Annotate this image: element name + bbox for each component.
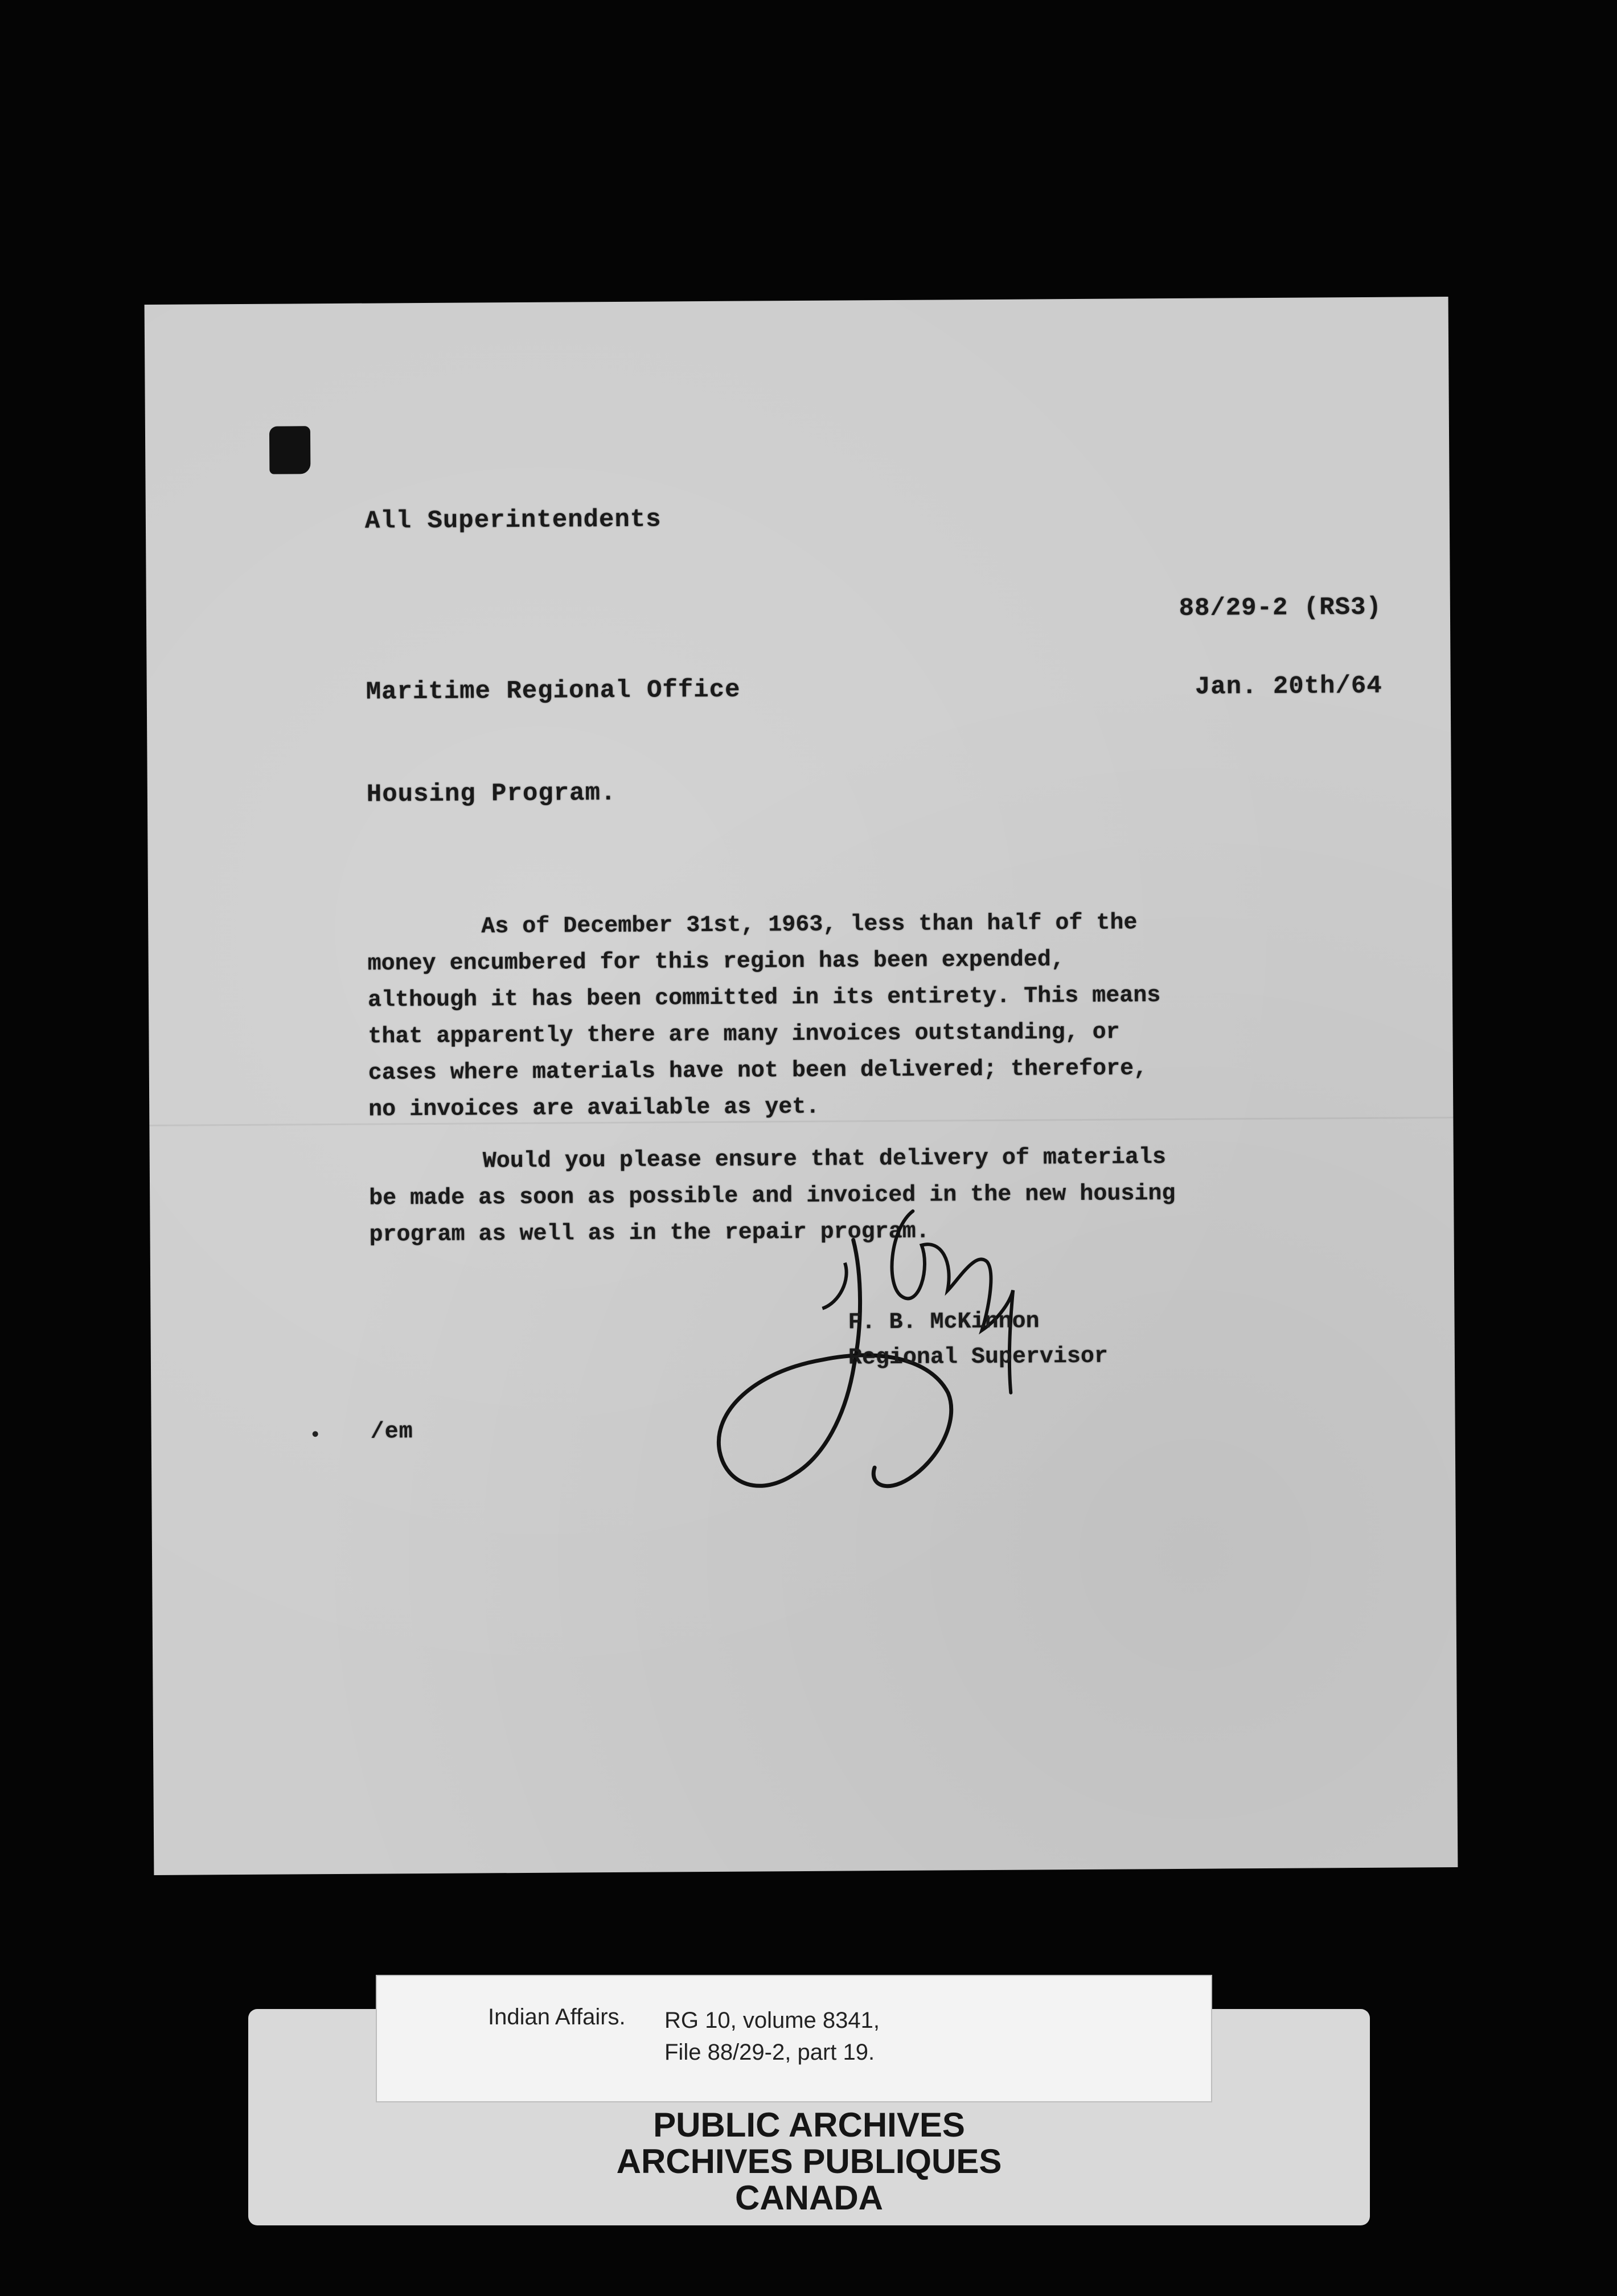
signer-name: F. B. McKinnon [848,1309,1040,1336]
memo-paragraph: As of December 31st, 1963, less than half of the money encumbered for this region has been expended, although it has been committed in its entirety. This means that apparently there are many invoices outstanding, or cases where materials have not been delivered; therefore, no invoices are available as yet. [367,910,1161,1123]
punch-hole [269,426,311,474]
memo-subject: Housing Program. [366,778,617,809]
ink-dot [313,1431,318,1437]
archive-agency: Indian Affairs. [488,2004,626,2030]
memo-file-number: 88/29-2 (RS3) [1179,593,1382,623]
archive-title [248,2107,1370,2216]
archive-title-en: PUBLIC ARCHIVES [653,2106,965,2144]
archive-ref-line: RG 10, volume 8341, [664,2008,880,2033]
archive-country: CANADA [735,2179,883,2217]
signer-title: Regional Supervisor [848,1343,1109,1371]
archive-ref-line: File 88/29-2, part 19. [664,2040,875,2065]
archive-reference-label [376,1975,1212,2102]
archive-reference [664,2004,880,2068]
archive-title-fr: ARCHIVES PUBLIQUES [616,2142,1002,2180]
memo-date: Jan. 20th/64 [1195,671,1382,702]
typist-initials: /em [370,1419,413,1445]
memo-from: Maritime Regional Office [366,675,741,707]
memo-page [145,297,1458,1875]
memo-paragraph: Would you please ensure that delivery of materials be made as soon as possible and invoiced in the new housing program as well as in the repair program. [369,1145,1176,1248]
memo-to: All Superintendents [364,505,662,536]
signature-block [848,1304,1108,1376]
